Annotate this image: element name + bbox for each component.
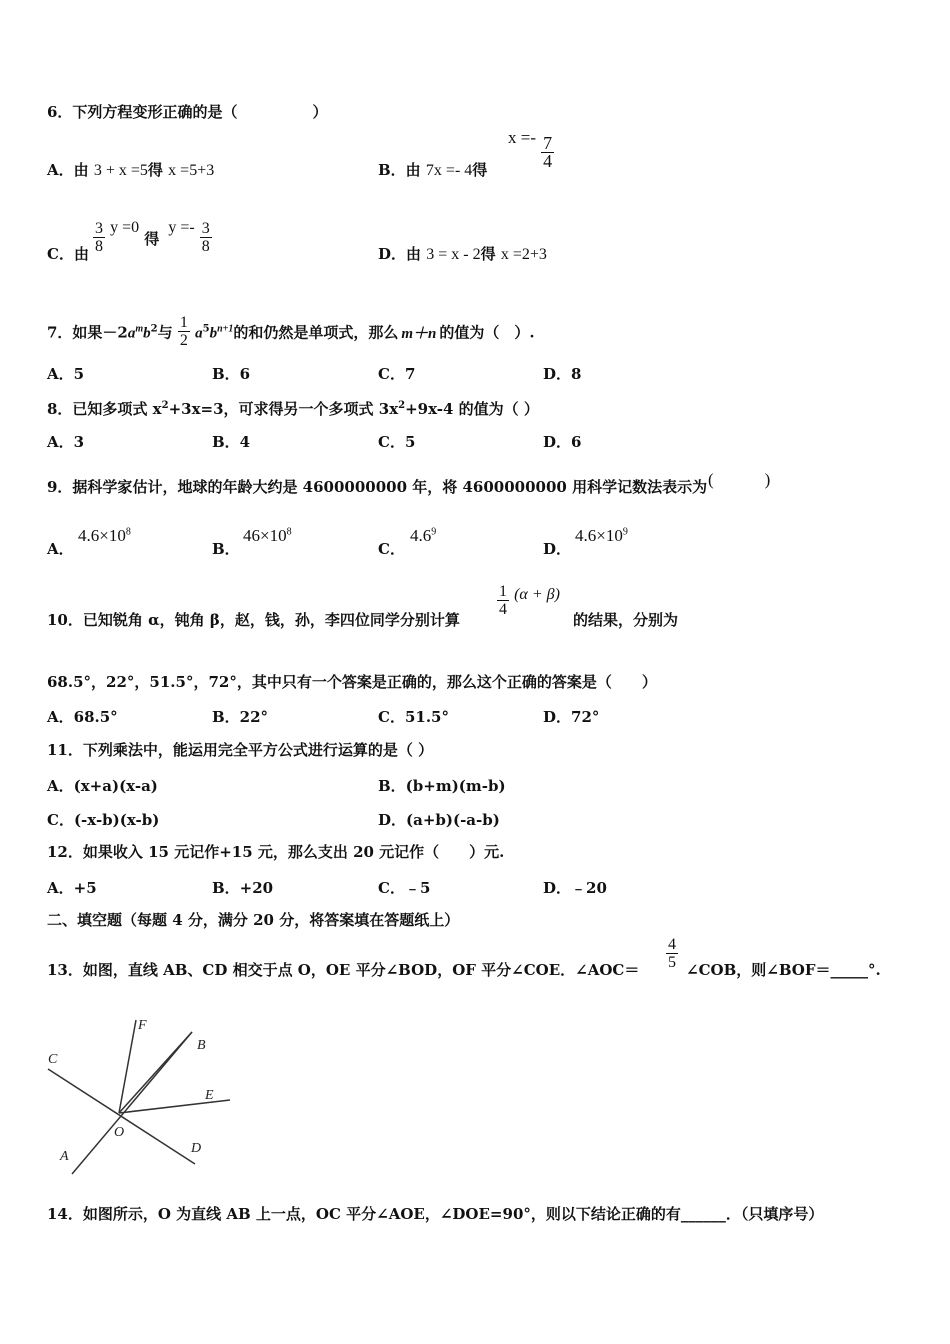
q13-stem-post: ∠COB，则∠BOF＝_____°.: [686, 961, 881, 979]
q10-option-d: D．72°: [543, 708, 600, 726]
q10-option-c: C．51.5°: [378, 708, 449, 726]
q8-option-a: A．3: [47, 433, 85, 451]
q12-stem: 12．如果收入 15 元记作+15 元，那么支出 20 元记作（ ）元.: [47, 843, 505, 861]
q7-option-b: B．6: [212, 365, 251, 383]
q8-stem: 8．已知多项式 $x^2+3x=3$，可求得另一个多项式 $3x^2+9x-4$ 的值为（ ）: [47, 400, 539, 418]
label-f: F: [138, 1018, 147, 1033]
line-ab: [72, 1032, 192, 1174]
ray-of: [119, 1020, 136, 1113]
label-a: A: [60, 1149, 69, 1164]
label-e: E: [205, 1088, 214, 1103]
q9-answer-paren: ( ): [708, 470, 771, 489]
q12-option-c: C．﹣5: [378, 879, 431, 897]
label-c: C: [48, 1052, 58, 1067]
q7-option-d: D．8: [543, 365, 582, 383]
q9-option-d-label: D．: [543, 540, 572, 558]
q11-stem: 11．下列乘法中，能运用完全平方公式进行运算的是（ ）: [47, 741, 434, 759]
label-o: O: [114, 1125, 125, 1140]
q12-option-d: D．﹣20: [543, 879, 607, 897]
q8-option-b: B．4: [212, 433, 251, 451]
q11-option-a: A．(x+a)(x-a): [47, 777, 158, 795]
q9-option-a-label: A．: [47, 540, 74, 558]
q10-expression: $\frac{1}{4}$ (α + β): [499, 583, 560, 618]
q8-option-c: C．5: [378, 433, 416, 451]
q6-option-c-fraction: $\frac{3}{8}$ y =0 得 y =- $\frac{3}{8}$: [95, 219, 210, 255]
q11-option-d: D．(a+b)(-a-b): [378, 811, 500, 829]
q10-line2: 68.5°，22°，51.5°，72°，其中只有一个答案是正确的，那么这个正确的答案是（ ）: [47, 673, 657, 691]
q6-option-b-fraction: x =- $\frac{7}{4}$: [508, 128, 553, 171]
q8-option-d: D．6: [543, 433, 582, 451]
q9-option-c-value: $4.6^9$: [410, 526, 437, 545]
q7-option-a: A．5: [47, 365, 85, 383]
q10-option-a: A．68.5°: [47, 708, 118, 726]
q6-option-b: B．由 7x =- 4得: [378, 161, 488, 179]
q13-figure: [42, 1012, 237, 1182]
q10-stem-pre: 10．已知锐角 α，钝角 β，赵，钱，孙，李四位同学分别计算: [47, 611, 460, 629]
q10-stem-post: 的结果，分别为: [573, 611, 679, 629]
section-heading: 二、填空题（每题 4 分，满分 20 分，将答案填在答题纸上）: [47, 911, 460, 929]
q14-stem: 14．如图所示，O 为直线 AB 上一点，OC 平分∠AOE，∠DOE=90°，则以下结论正确的有______．（只填序号）: [47, 1205, 824, 1223]
label-d: D: [191, 1141, 202, 1156]
label-b: B: [197, 1038, 206, 1053]
q6-option-d: D．由 3 = x - 2得 x =2+3: [378, 245, 547, 263]
q13-stem-pre: 13．如图，直线 AB、CD 相交于点 O，OE 平分∠BOD，OF 平分∠COE．∠AOC＝: [47, 961, 640, 979]
q12-option-b: B．+20: [212, 879, 274, 897]
q9-option-a-value: $4.6\times 10^8$: [78, 526, 131, 545]
q7-stem: 7．如果$-2a^mb^2$与 $\frac{1}{2}$ $a^5b^{n+1}$的和仍然是单项式，那么 m＋n 的值为（ ）.: [47, 314, 535, 349]
q9-option-b-label: B．: [212, 540, 240, 558]
q13-fraction: $\frac{4}{5}$: [668, 936, 676, 971]
q6-option-a: A．由 3 + x =5得 x =5+3: [47, 161, 215, 179]
q11-option-c: C．(-x-b)(x-b): [47, 811, 160, 829]
q9-option-c-label: C．: [378, 540, 405, 558]
q10-option-b: B．22°: [212, 708, 269, 726]
q6-stem: 6．下列方程变形正确的是（ ）: [47, 103, 328, 121]
q6-option-c-label: C．由: [47, 245, 89, 263]
q9-option-d-value: $4.6\times 10^9$: [575, 526, 628, 545]
q9-stem: 9．据科学家估计，地球的年龄大约是 4600000000 年，将 4600000000 用科学记数法表示为: [47, 478, 708, 496]
q11-option-b: B．(b+m)(m-b): [378, 777, 506, 795]
q7-option-c: C．7: [378, 365, 416, 383]
q12-option-a: A．+5: [47, 879, 97, 897]
q9-option-b-value: $46\times 10^8$: [243, 526, 292, 545]
